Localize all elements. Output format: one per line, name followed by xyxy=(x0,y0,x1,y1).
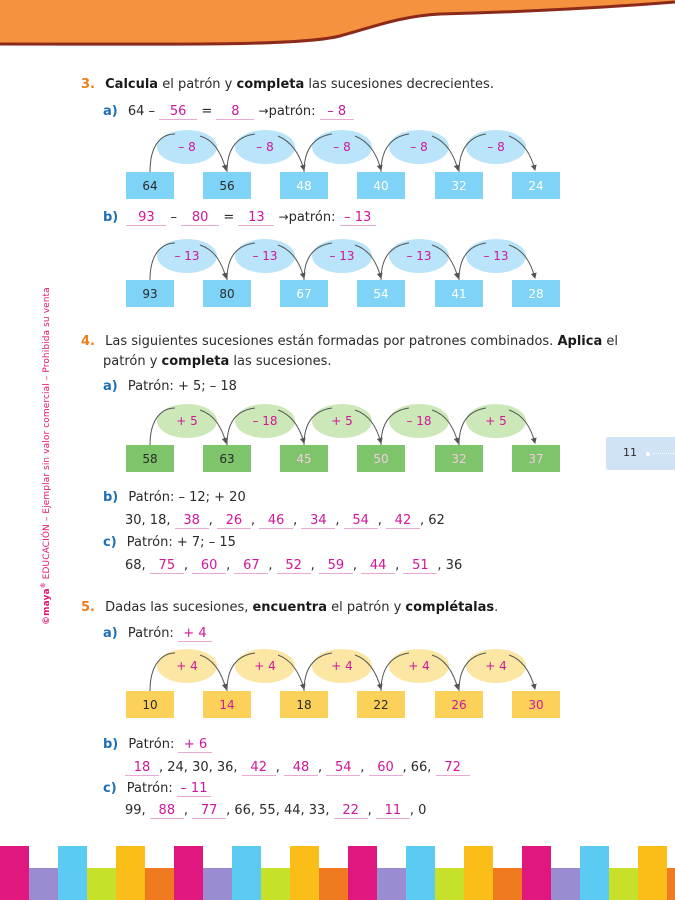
ex5-number: 5. xyxy=(81,600,95,615)
ex5b-answer: 60 xyxy=(369,760,403,776)
credit-text: EDUCACIÓN – Ejemplar sin valor comercial – Prohibida su venta xyxy=(42,287,52,583)
ex4c-answer: 60 xyxy=(192,558,226,574)
ex4c-pattern: Patrón: + 7; – 15 xyxy=(126,535,236,550)
sequence-box: 93 xyxy=(126,280,174,307)
ex3a-equals: = xyxy=(201,104,213,119)
ex5c-pattern-answer: – 11 xyxy=(177,781,211,797)
footer-color-bars xyxy=(0,846,675,900)
ex4b-letter: b) xyxy=(103,490,119,505)
footer-bar xyxy=(116,846,145,900)
sequence-box-answer: 37 xyxy=(512,445,560,472)
footer-bar xyxy=(406,846,435,900)
ex4c-answer: 51 xyxy=(403,558,437,574)
ex5b-answer: 42 xyxy=(242,760,276,776)
ex5c-answer: 77 xyxy=(192,803,226,819)
sequence-box-answer: 40 xyxy=(357,172,405,199)
sequence-box: 80 xyxy=(203,280,251,307)
pattern-oval: + 4 xyxy=(312,649,372,683)
ex3-text: el patrón y xyxy=(158,77,237,92)
ex3b-equals: = xyxy=(223,210,235,225)
ex3a-letter: a) xyxy=(103,104,118,119)
ex4-text: Las siguientes sucesiones están formadas por patrones combinados. xyxy=(105,334,558,349)
ex4-bold-aplica: Aplica xyxy=(557,334,603,349)
footer-bar xyxy=(145,868,174,900)
ex3b-answer-1: 93 xyxy=(126,210,166,226)
ex4c-answer: 67 xyxy=(234,558,268,574)
footer-bar xyxy=(638,846,667,900)
footer-bar xyxy=(203,868,232,900)
page-tab-dot xyxy=(646,452,650,456)
ex3b-answer-2: 80 xyxy=(181,210,219,226)
page-tab-dash xyxy=(653,453,675,454)
ex5a-pattern-label: Patrón: xyxy=(127,626,174,641)
ex4b-start: 30, 18, xyxy=(125,513,171,528)
ex5c-mid: , 66, 55, 44, 33, xyxy=(226,803,330,818)
sequence-box: 64 xyxy=(126,172,174,199)
ex4-instruction-line2 xyxy=(103,354,332,370)
footer-bar xyxy=(551,868,580,900)
ex3-bold-calcula: Calcula xyxy=(105,77,159,92)
ex5c-answer: 22 xyxy=(334,803,368,819)
ex5-text-2: el patrón y xyxy=(327,600,406,615)
footer-bar xyxy=(348,846,377,900)
sequence-box: 18 xyxy=(280,691,328,718)
footer-bar xyxy=(261,868,290,900)
ex4c-sequence: 68, 75 , 60 , 67 , 52 , 59 , 44 , 51 , 36 xyxy=(125,558,463,573)
ex5b-mid2: , 66, xyxy=(402,760,432,775)
sequence-box-answer: 26 xyxy=(435,691,483,718)
ex4b-answer: 54 xyxy=(344,513,378,529)
footer-bar xyxy=(435,868,464,900)
ex5c-answer: 88 xyxy=(150,803,184,819)
sequence-box-answer: 67 xyxy=(280,280,328,307)
ex4c-answer: 52 xyxy=(277,558,311,574)
ex5b-pattern-answer: + 6 xyxy=(178,737,212,753)
pattern-oval: – 8 xyxy=(389,130,449,164)
pattern-oval: + 4 xyxy=(235,649,295,683)
ex5a-pattern-answer: + 4 xyxy=(178,626,212,642)
ex4c-letter: c) xyxy=(103,535,117,550)
ex4b-answer: 26 xyxy=(217,513,251,529)
ex4-bold-completa: completa xyxy=(161,354,230,369)
ex4b-answer: 34 xyxy=(301,513,335,529)
ex5b-answer: 72 xyxy=(436,760,470,776)
arrow-icon: → xyxy=(258,104,269,118)
pattern-oval: – 13 xyxy=(235,239,295,273)
ex4-text-2-end: las sucesiones. xyxy=(229,354,332,369)
pattern-oval: – 18 xyxy=(235,404,295,438)
ex4a-line xyxy=(103,379,237,395)
ex5-bold-encuentra: encuentra xyxy=(252,600,327,615)
ex4b-end: , 62 xyxy=(419,513,445,528)
pattern-oval: – 13 xyxy=(466,239,526,273)
sequence-box-answer: 32 xyxy=(435,172,483,199)
footer-bar xyxy=(667,868,675,900)
ex4b-answer: 42 xyxy=(386,513,420,529)
ex5c-line xyxy=(103,781,211,797)
footer-bar xyxy=(174,846,203,900)
ex5b-answer: 18 xyxy=(125,760,159,776)
ex5c-sequence: 99, 88 , 77 , 66, 55, 44, 33, 22 , 11 , 0 xyxy=(125,803,427,818)
ex5-text: Dadas las sucesiones, xyxy=(105,600,253,615)
pattern-oval: + 4 xyxy=(389,649,449,683)
ex4-number: 4. xyxy=(81,334,95,349)
footer-bar xyxy=(319,868,348,900)
ex4c-line xyxy=(103,535,236,551)
sequence-box-answer: 24 xyxy=(512,172,560,199)
pattern-oval: + 4 xyxy=(466,649,526,683)
ex5c-pattern-label: Patrón: xyxy=(126,781,173,796)
sequence-box: 63 xyxy=(203,445,251,472)
ex3b-pattern-label: patrón: xyxy=(288,210,336,225)
ex4b-sequence: 30, 18, 38 , 26 , 46 , 34 , 54 , 42 , 62 xyxy=(125,513,445,528)
ex5c-start: 99, xyxy=(125,803,146,818)
ex5c-letter: c) xyxy=(103,781,117,796)
ex3a-pattern-label: patrón: xyxy=(268,104,316,119)
ex3b-line xyxy=(103,209,376,226)
footer-bar xyxy=(29,868,58,900)
sequence-box: 22 xyxy=(357,691,405,718)
footer-bar xyxy=(0,846,29,900)
ex4a-pattern: Patrón: + 5; – 18 xyxy=(127,379,237,394)
ex4a-letter: a) xyxy=(103,379,118,394)
sequence-box-answer: 30 xyxy=(512,691,560,718)
page-number-tab xyxy=(606,437,675,470)
pattern-oval: – 13 xyxy=(157,239,217,273)
ex3b-letter: b) xyxy=(103,210,119,225)
ex5c-answer: 11 xyxy=(376,803,410,819)
pattern-oval: – 8 xyxy=(157,130,217,164)
ex4b-line xyxy=(103,490,246,506)
ex4-instruction-line1 xyxy=(81,334,618,350)
ex5-bold-completalas: complétalas xyxy=(405,600,495,615)
ex4c-answer: 44 xyxy=(361,558,395,574)
ex5b-pattern-label: Patrón: xyxy=(128,737,175,752)
ex4-text-el: el xyxy=(602,334,618,349)
sequence-box-answer: 48 xyxy=(280,172,328,199)
pattern-oval: + 4 xyxy=(157,649,217,683)
ex3a-pattern-answer: – 8 xyxy=(320,104,354,120)
ex4-text-2: patrón y xyxy=(103,354,162,369)
ex3a-answer-1: 56 xyxy=(159,104,197,120)
footer-bar xyxy=(522,846,551,900)
ex3a-prefix: 64 – xyxy=(127,104,156,119)
pattern-oval: – 13 xyxy=(312,239,372,273)
footer-bar xyxy=(290,846,319,900)
pattern-oval: – 8 xyxy=(235,130,295,164)
sequence-box-answer: 41 xyxy=(435,280,483,307)
ex3a-answer-2: 8 xyxy=(216,104,254,120)
sequence-box-answer: 50 xyxy=(357,445,405,472)
sequence-box-answer: 28 xyxy=(512,280,560,307)
side-credit xyxy=(40,287,52,625)
ex3-number: 3. xyxy=(81,77,95,92)
pattern-oval: – 8 xyxy=(466,130,526,164)
ex4c-end: , 36 xyxy=(437,558,463,573)
ex5b-line xyxy=(103,737,212,753)
brand-logo: ©maya xyxy=(42,588,52,625)
ex4c-start: 68, xyxy=(125,558,146,573)
ex3b-minus: – xyxy=(170,210,178,225)
ex5a-line xyxy=(103,626,212,642)
ex5a-letter: a) xyxy=(103,626,118,641)
ex3-bold-completa: completa xyxy=(236,77,305,92)
ex4c-answer: 59 xyxy=(319,558,353,574)
sequence-box: 58 xyxy=(126,445,174,472)
footer-bar xyxy=(464,846,493,900)
pattern-oval: – 13 xyxy=(389,239,449,273)
ex3a-line xyxy=(103,103,354,120)
sequence-box-answer: 45 xyxy=(280,445,328,472)
footer-bar xyxy=(58,846,87,900)
ex4b-answer: 46 xyxy=(259,513,293,529)
ex5b-mid: , 24, 30, 36, xyxy=(159,760,238,775)
ex5c-end: , 0 xyxy=(409,803,427,818)
registered-mark: ® xyxy=(40,582,47,589)
arrow-icon: → xyxy=(278,210,289,224)
ex5b-sequence: 18 , 24, 30, 36, 42 , 48 , 54 , 60 , 66, 72 xyxy=(125,760,470,776)
footer-bar xyxy=(232,846,261,900)
footer-bar xyxy=(580,846,609,900)
footer-bar xyxy=(377,868,406,900)
ex5-period: . xyxy=(494,600,499,615)
sequence-box-answer: 14 xyxy=(203,691,251,718)
ex3-text-end: las sucesiones decrecientes. xyxy=(304,77,494,92)
ex3b-answer-3: 13 xyxy=(238,210,274,226)
sequence-box-answer: 54 xyxy=(357,280,405,307)
ex4b-pattern: Patrón: – 12; + 20 xyxy=(128,490,246,505)
footer-bar xyxy=(87,868,116,900)
pattern-oval: – 8 xyxy=(312,130,372,164)
ex3b-pattern-answer: – 13 xyxy=(340,210,376,226)
footer-bar xyxy=(609,868,638,900)
ex5b-answer: 48 xyxy=(284,760,318,776)
pattern-oval: + 5 xyxy=(157,404,217,438)
pattern-oval: + 5 xyxy=(466,404,526,438)
ex5-instruction xyxy=(81,600,498,616)
pattern-oval: + 5 xyxy=(312,404,372,438)
ex4b-answer: 38 xyxy=(175,513,209,529)
ex5b-answer: 54 xyxy=(326,760,360,776)
page-number: 11 xyxy=(623,446,637,459)
ex4c-answer: 75 xyxy=(150,558,184,574)
sequence-box: 56 xyxy=(203,172,251,199)
footer-bar xyxy=(493,868,522,900)
ex5b-letter: b) xyxy=(103,737,119,752)
pattern-oval: – 18 xyxy=(389,404,449,438)
ex3-instruction xyxy=(81,77,494,93)
sequence-box: 10 xyxy=(126,691,174,718)
header-wave xyxy=(0,0,675,60)
sequence-box-answer: 32 xyxy=(435,445,483,472)
